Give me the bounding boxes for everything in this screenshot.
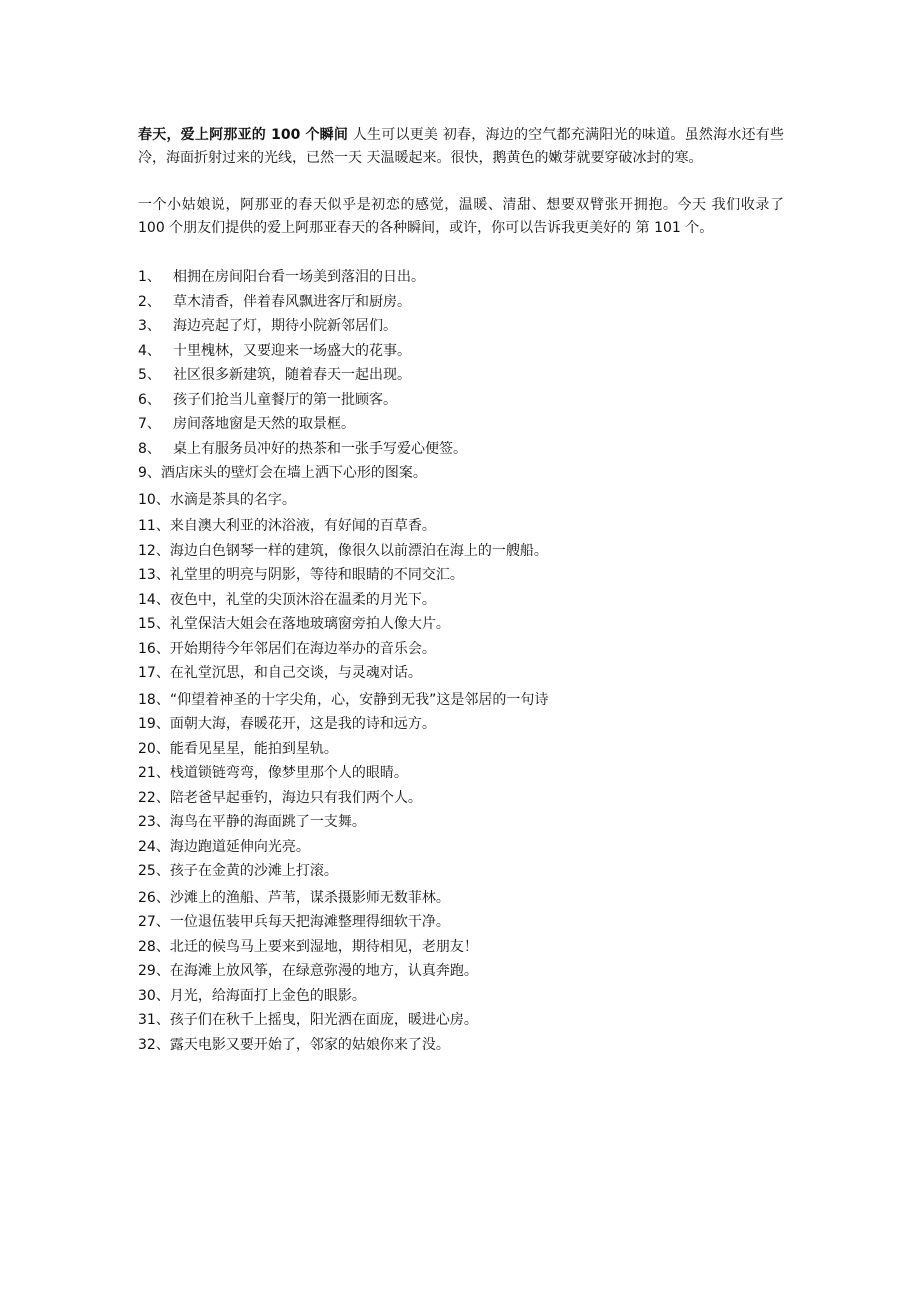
list-item	[138, 688, 784, 713]
item-number: 14、	[138, 591, 170, 608]
item-number: 32、	[138, 1036, 170, 1053]
item-text: 陪老爸早起垂钓，海边只有我们两个人。	[169, 789, 422, 806]
list-item	[138, 935, 784, 960]
item-number: 9、	[138, 465, 161, 481]
list-item	[138, 1033, 784, 1058]
item-text: 月光，给海面打上金色的眼影。	[169, 987, 366, 1004]
item-text: 开始期待今年邻居们在海边举办的音乐会。	[169, 640, 436, 657]
item-text: 相拥在房间阳台看一场美到落泪的日出。	[173, 269, 425, 285]
item-number: 24、	[138, 838, 170, 855]
item-number: 23、	[138, 814, 170, 830]
list-item	[138, 959, 784, 984]
item-number: 20、	[138, 740, 170, 757]
item-number: 7、	[138, 416, 161, 432]
item-text: 房间落地窗是天然的取景框。	[173, 416, 355, 432]
item-number: 11、	[138, 518, 170, 534]
item-number: 10、	[138, 491, 170, 508]
item-number: 21、	[138, 765, 170, 781]
list-item	[138, 761, 784, 786]
list-item	[138, 514, 784, 539]
item-number: 19、	[138, 716, 170, 732]
item-text: 在海滩上放风筝，在绿意弥漫的地方，认真奔跑。	[169, 963, 478, 979]
item-number: 26、	[138, 889, 170, 906]
document-page	[138, 124, 784, 1057]
list-item	[138, 588, 784, 613]
item-number: 22、	[138, 789, 170, 806]
item-number: 27、	[138, 914, 170, 930]
list-item	[138, 412, 784, 437]
list-item	[138, 810, 784, 835]
item-number: 15、	[138, 616, 170, 632]
item-text: 在礼堂沉思，和自己交谈，与灵魂对话。	[169, 665, 422, 681]
list-item	[138, 290, 784, 315]
item-text: 露天电影又要开始了，邻家的姑娘你来了没。	[169, 1036, 450, 1053]
list-item	[138, 314, 784, 339]
item-number: 13、	[138, 567, 170, 583]
intro-paragraph	[138, 124, 784, 169]
list-item	[138, 488, 784, 513]
list-item	[138, 339, 784, 364]
item-number: 8、	[138, 440, 161, 457]
item-text: 来自澳大利亚的沐浴液，有好闻的百草香。	[169, 518, 436, 534]
item-text: 海边亮起了灯，期待小院新邻居们。	[173, 318, 397, 334]
intro-text: 人生可以更美 初春，海边的空气都充满阳光的味道。虽然海水还有些冷，海面折射过来的光线，已然一天 天温暖起来。很快，鹅黄色的嫩芽就要穿破冰封的寒。	[138, 127, 784, 166]
list-item	[138, 388, 784, 413]
item-text: 海边跑道延伸向光亮。	[169, 838, 310, 855]
item-number: 29、	[138, 963, 170, 979]
item-text: 海边白色钢琴一样的建筑，像很久以前漂泊在海上的一艘船。	[169, 542, 548, 559]
item-number: 2、	[138, 293, 161, 310]
item-number: 4、	[138, 342, 161, 359]
list-item	[138, 786, 784, 811]
item-text: 十里槐林，又要迎来一场盛大的花事。	[173, 342, 411, 359]
item-number: 6、	[138, 391, 161, 408]
item-text: “仰望着神圣的十字尖角，心，安静到无我”这是邻居的一句诗	[169, 691, 549, 708]
second-paragraph: 一个小姑娘说，阿那亚的春天似乎是初恋的感觉，温暖、清甜、想要双臂张开拥抱。今天 我们收录了 100 个朋友们提供的爱上阿那亚春天的各种瞬间，或许，你可以告诉我更美好的 第 101 个。	[138, 197, 784, 236]
list-item	[138, 886, 784, 911]
list-item	[138, 1008, 784, 1033]
item-text: 酒店床头的壁灯会在墙上洒下心形的图案。	[160, 465, 427, 481]
item-text: 礼堂里的明亮与阴影，等待和眼睛的不同交汇。	[169, 567, 464, 583]
list-item	[138, 661, 784, 686]
list-item	[138, 265, 784, 290]
item-text: 夜色中，礼堂的尖顶沐浴在温柔的月光下。	[169, 591, 436, 608]
item-text: 礼堂保洁大姐会在落地玻璃窗旁拍人像大片。	[169, 616, 450, 632]
list-item	[138, 637, 784, 662]
item-text: 草木清香，伴着春风飘进客厅和厨房。	[173, 293, 411, 310]
item-text: 孩子在金黄的沙滩上打滚。	[169, 863, 338, 879]
item-text: 孩子们抢当儿童餐厅的第一批顾客。	[173, 391, 397, 408]
moments-list	[138, 265, 784, 1057]
item-text: 北迁的候鸟马上要来到湿地，期待相见，老朋友！	[169, 938, 478, 955]
item-number: 31、	[138, 1012, 170, 1028]
item-text: 栈道锁链弯弯，像梦里那个人的眼睛。	[169, 765, 408, 781]
item-number: 5、	[138, 367, 161, 383]
list-item	[138, 984, 784, 1009]
item-number: 3、	[138, 318, 161, 334]
item-number: 1、	[138, 269, 161, 285]
item-number: 30、	[138, 987, 170, 1004]
item-number: 18、	[138, 691, 170, 708]
item-number: 12、	[138, 542, 170, 559]
list-item	[138, 835, 784, 860]
item-text: 水滴是茶具的名字。	[169, 491, 296, 508]
item-text: 海鸟在平静的海面跳了一支舞。	[169, 814, 366, 830]
list-item	[138, 461, 784, 486]
item-number: 28、	[138, 938, 170, 955]
list-item	[138, 563, 784, 588]
article-title: 春天，爱上阿那亚的 100 个瞬间	[138, 127, 349, 143]
item-text: 孩子们在秋千上摇曳，阳光洒在面庞，暖进心房。	[169, 1012, 478, 1028]
list-item	[138, 612, 784, 637]
item-number: 16、	[138, 640, 170, 657]
list-item	[138, 437, 784, 462]
item-text: 社区很多新建筑，随着春天一起出现。	[173, 367, 411, 383]
list-item	[138, 539, 784, 564]
item-text: 能看见星星，能拍到星轨。	[169, 740, 338, 757]
list-item	[138, 712, 784, 737]
item-number: 17、	[138, 665, 170, 681]
list-item	[138, 910, 784, 935]
list-item	[138, 363, 784, 388]
item-text: 面朝大海，春暖花开，这是我的诗和远方。	[169, 716, 436, 732]
item-text: 桌上有服务员冲好的热茶和一张手写爱心便签。	[173, 440, 467, 457]
item-text: 沙滩上的渔船、芦苇，谋杀摄影师无数菲林。	[169, 889, 450, 906]
list-item	[138, 859, 784, 884]
list-item	[138, 737, 784, 762]
item-number: 25、	[138, 863, 170, 879]
item-text: 一位退伍装甲兵每天把海滩整理得细软干净。	[169, 914, 450, 930]
